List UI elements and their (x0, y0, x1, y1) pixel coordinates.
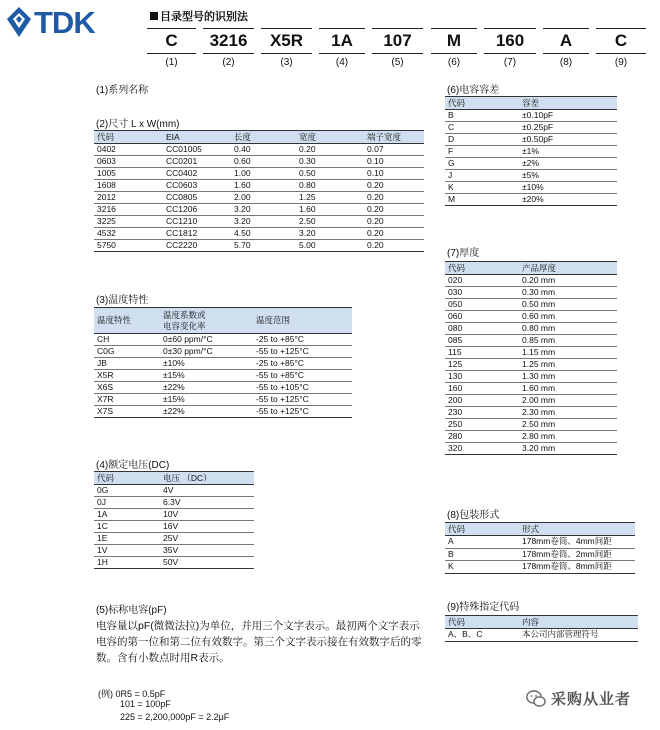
table-cell: 6.3V (160, 497, 254, 509)
header-cell: 形式 (519, 523, 635, 536)
table-row (94, 382, 352, 394)
table-cell: ±20% (519, 194, 617, 206)
table-cell: M (445, 194, 519, 206)
section-title-special: (9)特殊指定代码 (447, 602, 520, 613)
code-number: (8) (559, 57, 573, 68)
table-cell: 050 (445, 299, 519, 311)
table-cell: 5.00 (296, 240, 364, 252)
table-row (445, 407, 617, 419)
table-cell: 0.40 (231, 144, 296, 156)
table-cell: 1.25 mm (519, 359, 617, 371)
table-cell: 0.50 (296, 168, 364, 180)
table-cell: 0.10 (364, 156, 424, 168)
table-cell: 25V (160, 533, 254, 545)
capacitance-example: (例) 0R5 = 0.5pF (98, 689, 166, 699)
table-row (445, 371, 617, 383)
table-cell: 1005 (94, 168, 163, 180)
table-cell: CC1206 (163, 204, 231, 216)
table-cell: 0J (94, 497, 160, 509)
table-cell: 2.50 (296, 216, 364, 228)
table-row (445, 383, 617, 395)
table-cell: 0.20 (364, 192, 424, 204)
header-cell: 长度 (231, 131, 296, 144)
table-cell: 200 (445, 395, 519, 407)
table-cell: ±22% (160, 406, 253, 418)
table-cell: 0.60 mm (519, 311, 617, 323)
table-cell: CC0805 (163, 192, 231, 204)
table-cell: ±22% (160, 382, 253, 394)
table-cell: 0.20 (364, 216, 424, 228)
header-cell: EIA (163, 131, 231, 144)
table-row (445, 335, 617, 347)
code-segment: A (543, 28, 589, 54)
table-row (94, 216, 424, 228)
header-cell: 温度特性 (94, 308, 160, 334)
table-cell: 125 (445, 359, 519, 371)
table-row (94, 406, 352, 418)
table-cell: J (445, 170, 519, 182)
table-row (445, 359, 617, 371)
table-row (94, 370, 352, 382)
header-cell: 代码 (94, 472, 160, 485)
code-number: (2) (222, 57, 235, 68)
table-cell: 0.10 (364, 168, 424, 180)
table-cell: ±2% (519, 158, 617, 170)
code-number: (3) (280, 57, 293, 68)
table-cell: 1.15 mm (519, 347, 617, 359)
table-row (94, 485, 254, 497)
table-cell: -55 to +125°C (253, 406, 352, 418)
table-cell: 0.20 mm (519, 275, 617, 287)
table-row (94, 533, 254, 545)
special-code-table-body (445, 629, 638, 642)
table-cell: ±15% (160, 394, 253, 406)
table-cell: X7R (94, 394, 160, 406)
table-cell: F (445, 146, 519, 158)
watermark-text: 采购从业者 (551, 691, 632, 708)
header-cell: 代码 (445, 97, 519, 110)
packaging-table-header (445, 523, 635, 536)
section-title-capacitance: (5)标称电容(pF) (96, 605, 167, 616)
table-cell: 0G (94, 485, 160, 497)
table-cell: CC2220 (163, 240, 231, 252)
table-cell: 1.60 (296, 204, 364, 216)
code-number: (1) (165, 57, 178, 68)
code-number: (6) (447, 57, 461, 68)
table-cell: CC1210 (163, 216, 231, 228)
table-cell: 3216 (94, 204, 163, 216)
table-cell: -55 to +125°C (253, 346, 352, 358)
tolerance-table-body (445, 110, 617, 206)
table-cell: -55 to +85°C (253, 370, 352, 382)
table-cell: 3.20 (296, 228, 364, 240)
code-segment: C (596, 28, 646, 54)
table-row (445, 122, 617, 134)
table-cell: 0.80 mm (519, 323, 617, 335)
table-cell: 2.30 mm (519, 407, 617, 419)
tolerance-table (445, 96, 617, 206)
header-cell: 代码 (94, 131, 163, 144)
table-cell: 020 (445, 275, 519, 287)
table-row (94, 228, 424, 240)
code-number: (9) (614, 57, 628, 68)
table-cell: 4.50 (231, 228, 296, 240)
table-row (445, 548, 635, 561)
table-cell: 1V (94, 545, 160, 557)
table-cell: 130 (445, 371, 519, 383)
packaging-table (445, 522, 635, 574)
tdk-logo-mark-icon (6, 6, 32, 38)
section-title-tolerance: (6)电容容差 (447, 85, 500, 96)
table-row (94, 144, 424, 156)
table-cell: ±1% (519, 146, 617, 158)
tdk-logo (6, 6, 95, 38)
table-cell: C0G (94, 346, 160, 358)
table-row (94, 240, 424, 252)
header-cell: 代码 (445, 616, 519, 629)
code-number: (7) (503, 57, 517, 68)
section-title-thickness: (7)厚度 (447, 248, 480, 259)
watermark (526, 688, 631, 709)
table-cell: 178mm卷筒、2mm间距 (519, 548, 635, 561)
table-cell: 35V (160, 545, 254, 557)
temperature-table-header (94, 308, 352, 334)
table-row (94, 334, 352, 346)
table-row (445, 347, 617, 359)
table-cell: ±0.25pF (519, 122, 617, 134)
table-row (94, 346, 352, 358)
size-table-body (94, 144, 424, 252)
table-cell: 1.60 mm (519, 383, 617, 395)
table-cell: 0.20 (364, 240, 424, 252)
table-cell: K (445, 561, 519, 574)
table-cell: A (445, 536, 519, 549)
table-cell: 本公司内部管理符号 (519, 629, 638, 642)
table-cell: 320 (445, 443, 519, 455)
table-row (94, 180, 424, 192)
table-cell: 5.70 (231, 240, 296, 252)
table-cell: ±10% (519, 182, 617, 194)
table-cell: 4V (160, 485, 254, 497)
table-row (445, 134, 617, 146)
section-title-packaging: (8)包装形式 (447, 510, 500, 521)
code-number: (5) (391, 57, 404, 68)
capacitance-example: 225 = 2,200,000pF = 2.2μF (120, 712, 230, 722)
table-cell: 10V (160, 509, 254, 521)
code-segment: C (147, 28, 196, 54)
tolerance-table-header (445, 97, 617, 110)
table-cell: 0.30 (296, 156, 364, 168)
table-cell: G (445, 158, 519, 170)
code-segment: 107 (372, 28, 423, 54)
table-cell: 16V (160, 521, 254, 533)
table-cell: 1608 (94, 180, 163, 192)
packaging-table-body (445, 536, 635, 574)
table-row (445, 536, 635, 549)
table-cell: 3.20 (231, 216, 296, 228)
table-cell: 5750 (94, 240, 163, 252)
table-cell: 1A (94, 509, 160, 521)
table-cell: 0.20 (364, 180, 424, 192)
table-cell: B (445, 110, 519, 122)
table-cell: 0.80 (296, 180, 364, 192)
size-table-header (94, 131, 424, 144)
table-row (94, 204, 424, 216)
table-cell: B (445, 548, 519, 561)
table-cell: K (445, 182, 519, 194)
brand-name: TDK (34, 4, 95, 40)
code-segment: 3216 (203, 28, 254, 54)
voltage-table-body (94, 485, 254, 569)
section-title-series: (1)系列名称 (96, 85, 149, 96)
table-cell: 280 (445, 431, 519, 443)
table-cell: 2.00 mm (519, 395, 617, 407)
table-cell: CC0603 (163, 180, 231, 192)
table-row (445, 431, 617, 443)
table-row (445, 629, 638, 642)
header-cell: 宽度 (296, 131, 364, 144)
table-row (94, 557, 254, 569)
table-cell: 0.85 mm (519, 335, 617, 347)
table-row (445, 299, 617, 311)
table-cell: 3225 (94, 216, 163, 228)
table-cell: 178mm卷筒、4mm间距 (519, 536, 635, 549)
table-cell: 3.20 mm (519, 443, 617, 455)
section-title-voltage: (4)额定电压(DC) (96, 460, 170, 471)
capacitance-description: 电容量以pF(微微法拉)为单位，并用三个文字表示。最初两个文字表示电容的第一位和第二位有效数字。第三个文字表示接在有效数字后的零数。含有小数点时用R表示。 (96, 620, 422, 664)
table-cell: C (445, 122, 519, 134)
table-row (94, 509, 254, 521)
table-cell: 115 (445, 347, 519, 359)
header-cell: 产品厚度 (519, 262, 617, 275)
table-cell: 1C (94, 521, 160, 533)
table-row (445, 158, 617, 170)
table-cell: 2.50 mm (519, 419, 617, 431)
table-cell: X6S (94, 382, 160, 394)
thickness-table-body (445, 275, 617, 455)
table-cell: X7S (94, 406, 160, 418)
table-cell: 0±30 ppm/°C (160, 346, 253, 358)
section-title-temperature: (3)温度特性 (96, 295, 149, 306)
table-cell: 0.07 (364, 144, 424, 156)
table-cell: -55 to +105°C (253, 382, 352, 394)
table-cell: ±0.10pF (519, 110, 617, 122)
table-cell: JB (94, 358, 160, 370)
header-cell: 容差 (519, 97, 617, 110)
table-cell: 1E (94, 533, 160, 545)
table-cell: 085 (445, 335, 519, 347)
table-row (445, 311, 617, 323)
table-cell: CC01005 (163, 144, 231, 156)
table-cell: 0.20 (364, 228, 424, 240)
header-cell: 温度系数或 电容变化率 (160, 308, 253, 334)
table-cell: 3.20 (231, 204, 296, 216)
code-segment: 160 (484, 28, 536, 54)
table-cell: 0603 (94, 156, 163, 168)
header-cell: 电压 （DC） (160, 472, 254, 485)
table-row (94, 545, 254, 557)
table-cell: 2012 (94, 192, 163, 204)
header-cell: 内容 (519, 616, 638, 629)
table-row (94, 394, 352, 406)
table-cell: 4532 (94, 228, 163, 240)
temperature-table (94, 307, 352, 418)
table-cell: 160 (445, 383, 519, 395)
header-cell: 代码 (445, 262, 519, 275)
table-row (445, 561, 635, 574)
table-cell: ±0.50pF (519, 134, 617, 146)
table-cell: 0.20 (364, 204, 424, 216)
table-cell: 0.50 mm (519, 299, 617, 311)
table-cell: ±15% (160, 370, 253, 382)
table-cell: 1.30 mm (519, 371, 617, 383)
table-row (94, 192, 424, 204)
table-cell: D (445, 134, 519, 146)
table-row (94, 168, 424, 180)
table-cell: 0.20 (296, 144, 364, 156)
table-row (445, 146, 617, 158)
size-table (94, 130, 424, 252)
table-row (445, 419, 617, 431)
table-cell: 0.30 mm (519, 287, 617, 299)
code-segment: X5R (261, 28, 312, 54)
page-title: 目录型号的识别法 (150, 8, 248, 24)
table-cell: 250 (445, 419, 519, 431)
table-row (94, 521, 254, 533)
table-cell: CC0201 (163, 156, 231, 168)
table-cell: 0402 (94, 144, 163, 156)
wechat-icon (526, 690, 546, 708)
table-cell: -55 to +125°C (253, 394, 352, 406)
table-row (94, 156, 424, 168)
table-cell: 230 (445, 407, 519, 419)
voltage-table (94, 471, 254, 569)
temperature-table-body (94, 334, 352, 418)
table-row (445, 182, 617, 194)
table-row (445, 275, 617, 287)
table-cell: 0.60 (231, 156, 296, 168)
section-title-size: (2)尺寸 L x W(mm) (96, 119, 180, 130)
code-segment: 1A (319, 28, 365, 54)
table-cell: 1.25 (296, 192, 364, 204)
table-cell: 1H (94, 557, 160, 569)
thickness-table-header (445, 262, 617, 275)
header-cell: 代码 (445, 523, 519, 536)
square-bullet-icon (150, 12, 158, 20)
table-cell: 080 (445, 323, 519, 335)
table-cell: CC1812 (163, 228, 231, 240)
table-cell: CC0402 (163, 168, 231, 180)
table-row (445, 395, 617, 407)
table-row (445, 287, 617, 299)
table-row (445, 323, 617, 335)
thickness-table (445, 261, 617, 455)
table-cell: 50V (160, 557, 254, 569)
table-row (445, 443, 617, 455)
table-cell: ±5% (519, 170, 617, 182)
table-row (445, 194, 617, 206)
table-cell: -25 to +85°C (253, 358, 352, 370)
table-cell: -25 to +85°C (253, 334, 352, 346)
table-cell: 1.00 (231, 168, 296, 180)
special-code-table (445, 615, 638, 642)
code-number: (4) (335, 57, 349, 68)
table-cell: 2.80 mm (519, 431, 617, 443)
table-cell: 178mm卷筒、8mm间距 (519, 561, 635, 574)
table-cell: 060 (445, 311, 519, 323)
table-cell: CH (94, 334, 160, 346)
table-cell: 2.00 (231, 192, 296, 204)
table-row (445, 170, 617, 182)
table-cell: 0±60 ppm/°C (160, 334, 253, 346)
table-cell: A、B、C (445, 629, 519, 642)
table-cell: 1.60 (231, 180, 296, 192)
table-cell: ±10% (160, 358, 253, 370)
header-cell: 端子宽度 (364, 131, 424, 144)
table-row (94, 497, 254, 509)
header-cell: 温度范围 (253, 308, 352, 334)
voltage-table-header (94, 472, 254, 485)
capacitance-example: 101 = 100pF (120, 699, 171, 709)
code-segment: M (431, 28, 477, 54)
table-cell: X5R (94, 370, 160, 382)
table-row (445, 110, 617, 122)
table-row (94, 358, 352, 370)
special-code-table-header (445, 616, 638, 629)
table-cell: 030 (445, 287, 519, 299)
